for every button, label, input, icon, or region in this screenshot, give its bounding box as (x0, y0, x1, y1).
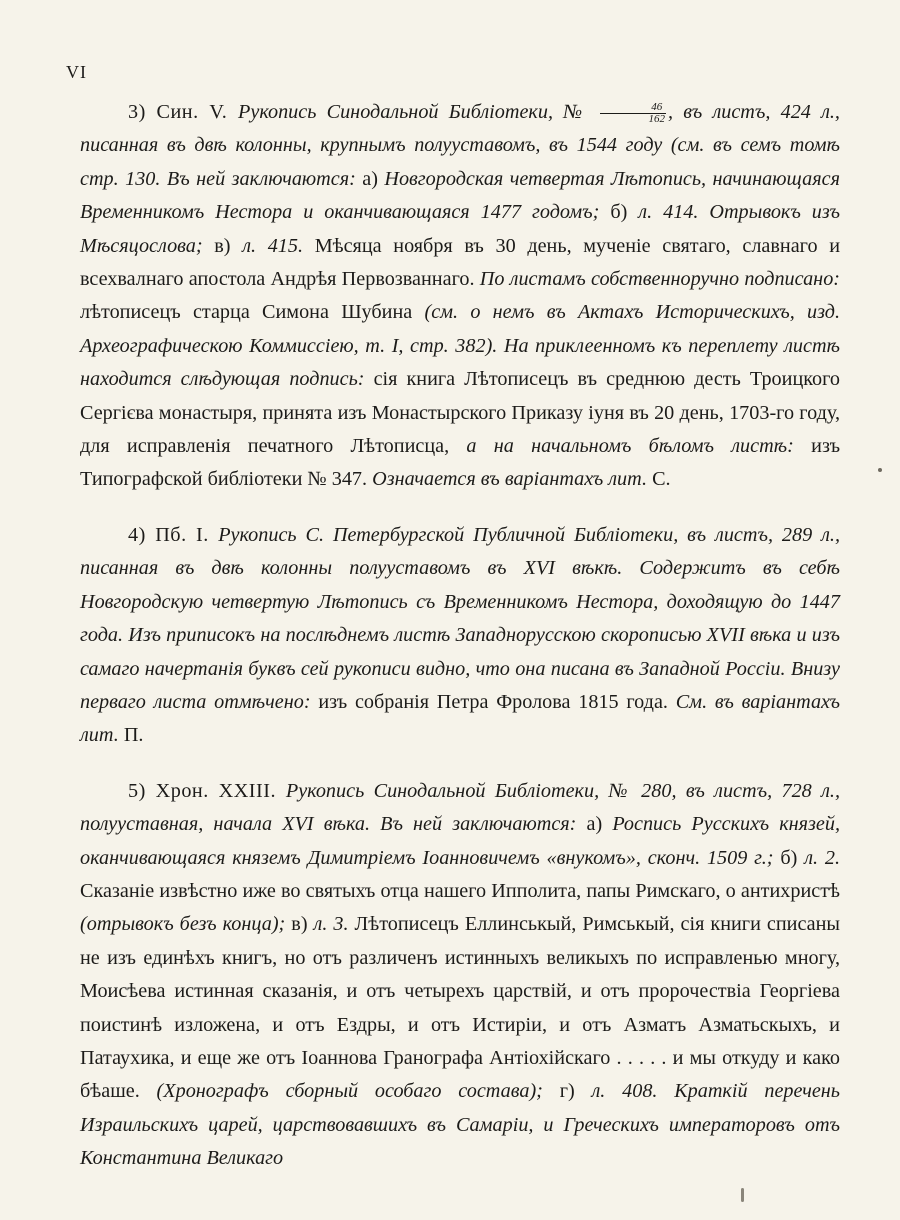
entry-5 (80, 775, 840, 1176)
italic-text: Роспись Русскихъ князей, оканчивающаяся княземъ Димитріемъ Іоанновичемъ «внукомъ», сконч. 1509 г.; (80, 813, 841, 869)
italic-text: По листамъ собственноручно подписано: (479, 268, 841, 291)
fraction-denominator: 162 (648, 112, 666, 125)
italic-text: л. 415. (242, 234, 315, 257)
italic-text: (отрывокъ безъ конца); (80, 913, 292, 936)
roman-text: П. (123, 724, 144, 747)
roman-text: Мѣсяца ноября въ 30 день, мученіе святаго, славнаго и всехвалнаго апостола Андрѣя Первозваннаго. (80, 234, 841, 291)
roman-text: в) (291, 913, 314, 936)
roman-text: в) (214, 234, 243, 257)
italic-text: л. 2. (804, 846, 840, 869)
text-body (80, 96, 840, 1198)
roman-text: Сказаніе извѣстно иже во святыхъ отца нашего Ипполита, папы Римскаго, о антихристѣ (80, 879, 840, 902)
roman-text: б) (610, 201, 639, 224)
roman-text: изъ собранія Петра Фролова 1815 года. (318, 690, 676, 713)
roman-text: б) (780, 846, 805, 869)
roman-text: Лѣтописецъ Еллинськый, Римськый, сія книги списаны не изъ единѣхъ книгъ, но отъ различенъ истинныхъ великыхъ по исправленью многу, Моисѣева истинная сказанія, и отъ четырехъ царствій, и отъ пророчествіа Георгіева поистинѣ изложена, и отъ Ездры, и отъ Истиріи, и отъ Азматъ Азматьскыхъ, и Патаухика, и еще же отъ Іоаннова Гранографа Антіохійскаго . . . . . и мы откуду и како бѣаше. (80, 913, 840, 1103)
italic-text: , въ листъ, 424 л., писанная въ двѣ колонны, крупнымъ полууставомъ, въ 1544 году (см. въ семъ томѣ стр. 130. Въ ней заключаются: (80, 101, 840, 190)
italic-text: л. 3. (313, 913, 355, 936)
italic-text: л. 408. Краткій перечень Израильскихъ царей, царствовавшихъ въ Самаріи, и Греческихъ императоровъ отъ Константина Великаго (80, 1080, 840, 1170)
fraction-numerator: 46 (600, 102, 667, 114)
italic-text: Означается въ варіантахъ лит. (372, 468, 653, 491)
manuscript-siglum: 3) Син. V. (128, 101, 239, 123)
italic-text: Рукопись Синодальной Библіотеки, № 280, въ листъ, 728 л., полууставная, начала XVI вѣка. Въ ней заключаются: (80, 779, 840, 836)
roman-text: г) (559, 1080, 592, 1103)
catalog-number-fraction (600, 102, 667, 125)
paper-speck (878, 468, 882, 472)
italic-text: Рукопись С. Петербургской Публичной Библіотеки, въ листъ, 289 л., писанная въ двѣ колонны полууставомъ въ XVI вѣкѣ. Содержитъ въ себѣ Новгородскую четвертую Лѣтопись съ Временникомъ Нестора, доходящую до 1447 года. Изъ приписокъ на послѣднемъ листѣ Западнорусскою скорописью XVII вѣка и изъ самаго начертанія буквъ сей рукописи видно, что она писана въ Западной Россіи. Внизу перваго листа отмѣчено: (80, 523, 840, 713)
manuscript-siglum: 5) Хрон. XXIII. (128, 779, 286, 802)
paper-speck (741, 1188, 744, 1202)
page-number: VI (66, 62, 87, 82)
roman-text: а) (362, 167, 385, 190)
italic-text: См. въ варіантахъ лит. (80, 690, 840, 747)
italic-text: (Хронографъ сборный особаго состава); (156, 1080, 560, 1103)
entry-3 (80, 96, 840, 497)
italic-text: л. 414. Отрывокъ изъ Мѣсяцослова; (80, 201, 840, 257)
roman-text: лѣтописецъ старца Симона Шубина (80, 301, 425, 324)
roman-text: изъ Типографской библіотеки № 347. (80, 435, 841, 491)
roman-text: сія книга Лѣтописецъ въ среднюю десть Троицкого Сергієва монастыря, принята изъ Монастырского Приказу іуня въ 20 день, 1703-го году, для исправленія печатного Лѣтописца, (80, 368, 840, 458)
roman-text: С. (652, 468, 671, 491)
roman-text: а) (586, 813, 613, 836)
italic-text: (см. о немъ въ Актахъ Историческихъ, изд. Археографическою Коммиссіею, т. I, стр. 382). На приклеенномъ къ переплету листѣ находится слѣдующая подпись: (80, 301, 840, 391)
italic-text: Новгородская четвертая Лѣтопись, начинающаяся Временникомъ Нестора и оканчивающаяся 1477 годомъ; (80, 167, 841, 224)
entry-4 (80, 519, 840, 753)
italic-text: а на начальномъ бѣломъ листѣ: (466, 435, 812, 458)
italic-text: Рукопись Синодальной Библіотеки, № (238, 101, 598, 123)
manuscript-siglum: 4) Пб. I. (128, 523, 219, 546)
